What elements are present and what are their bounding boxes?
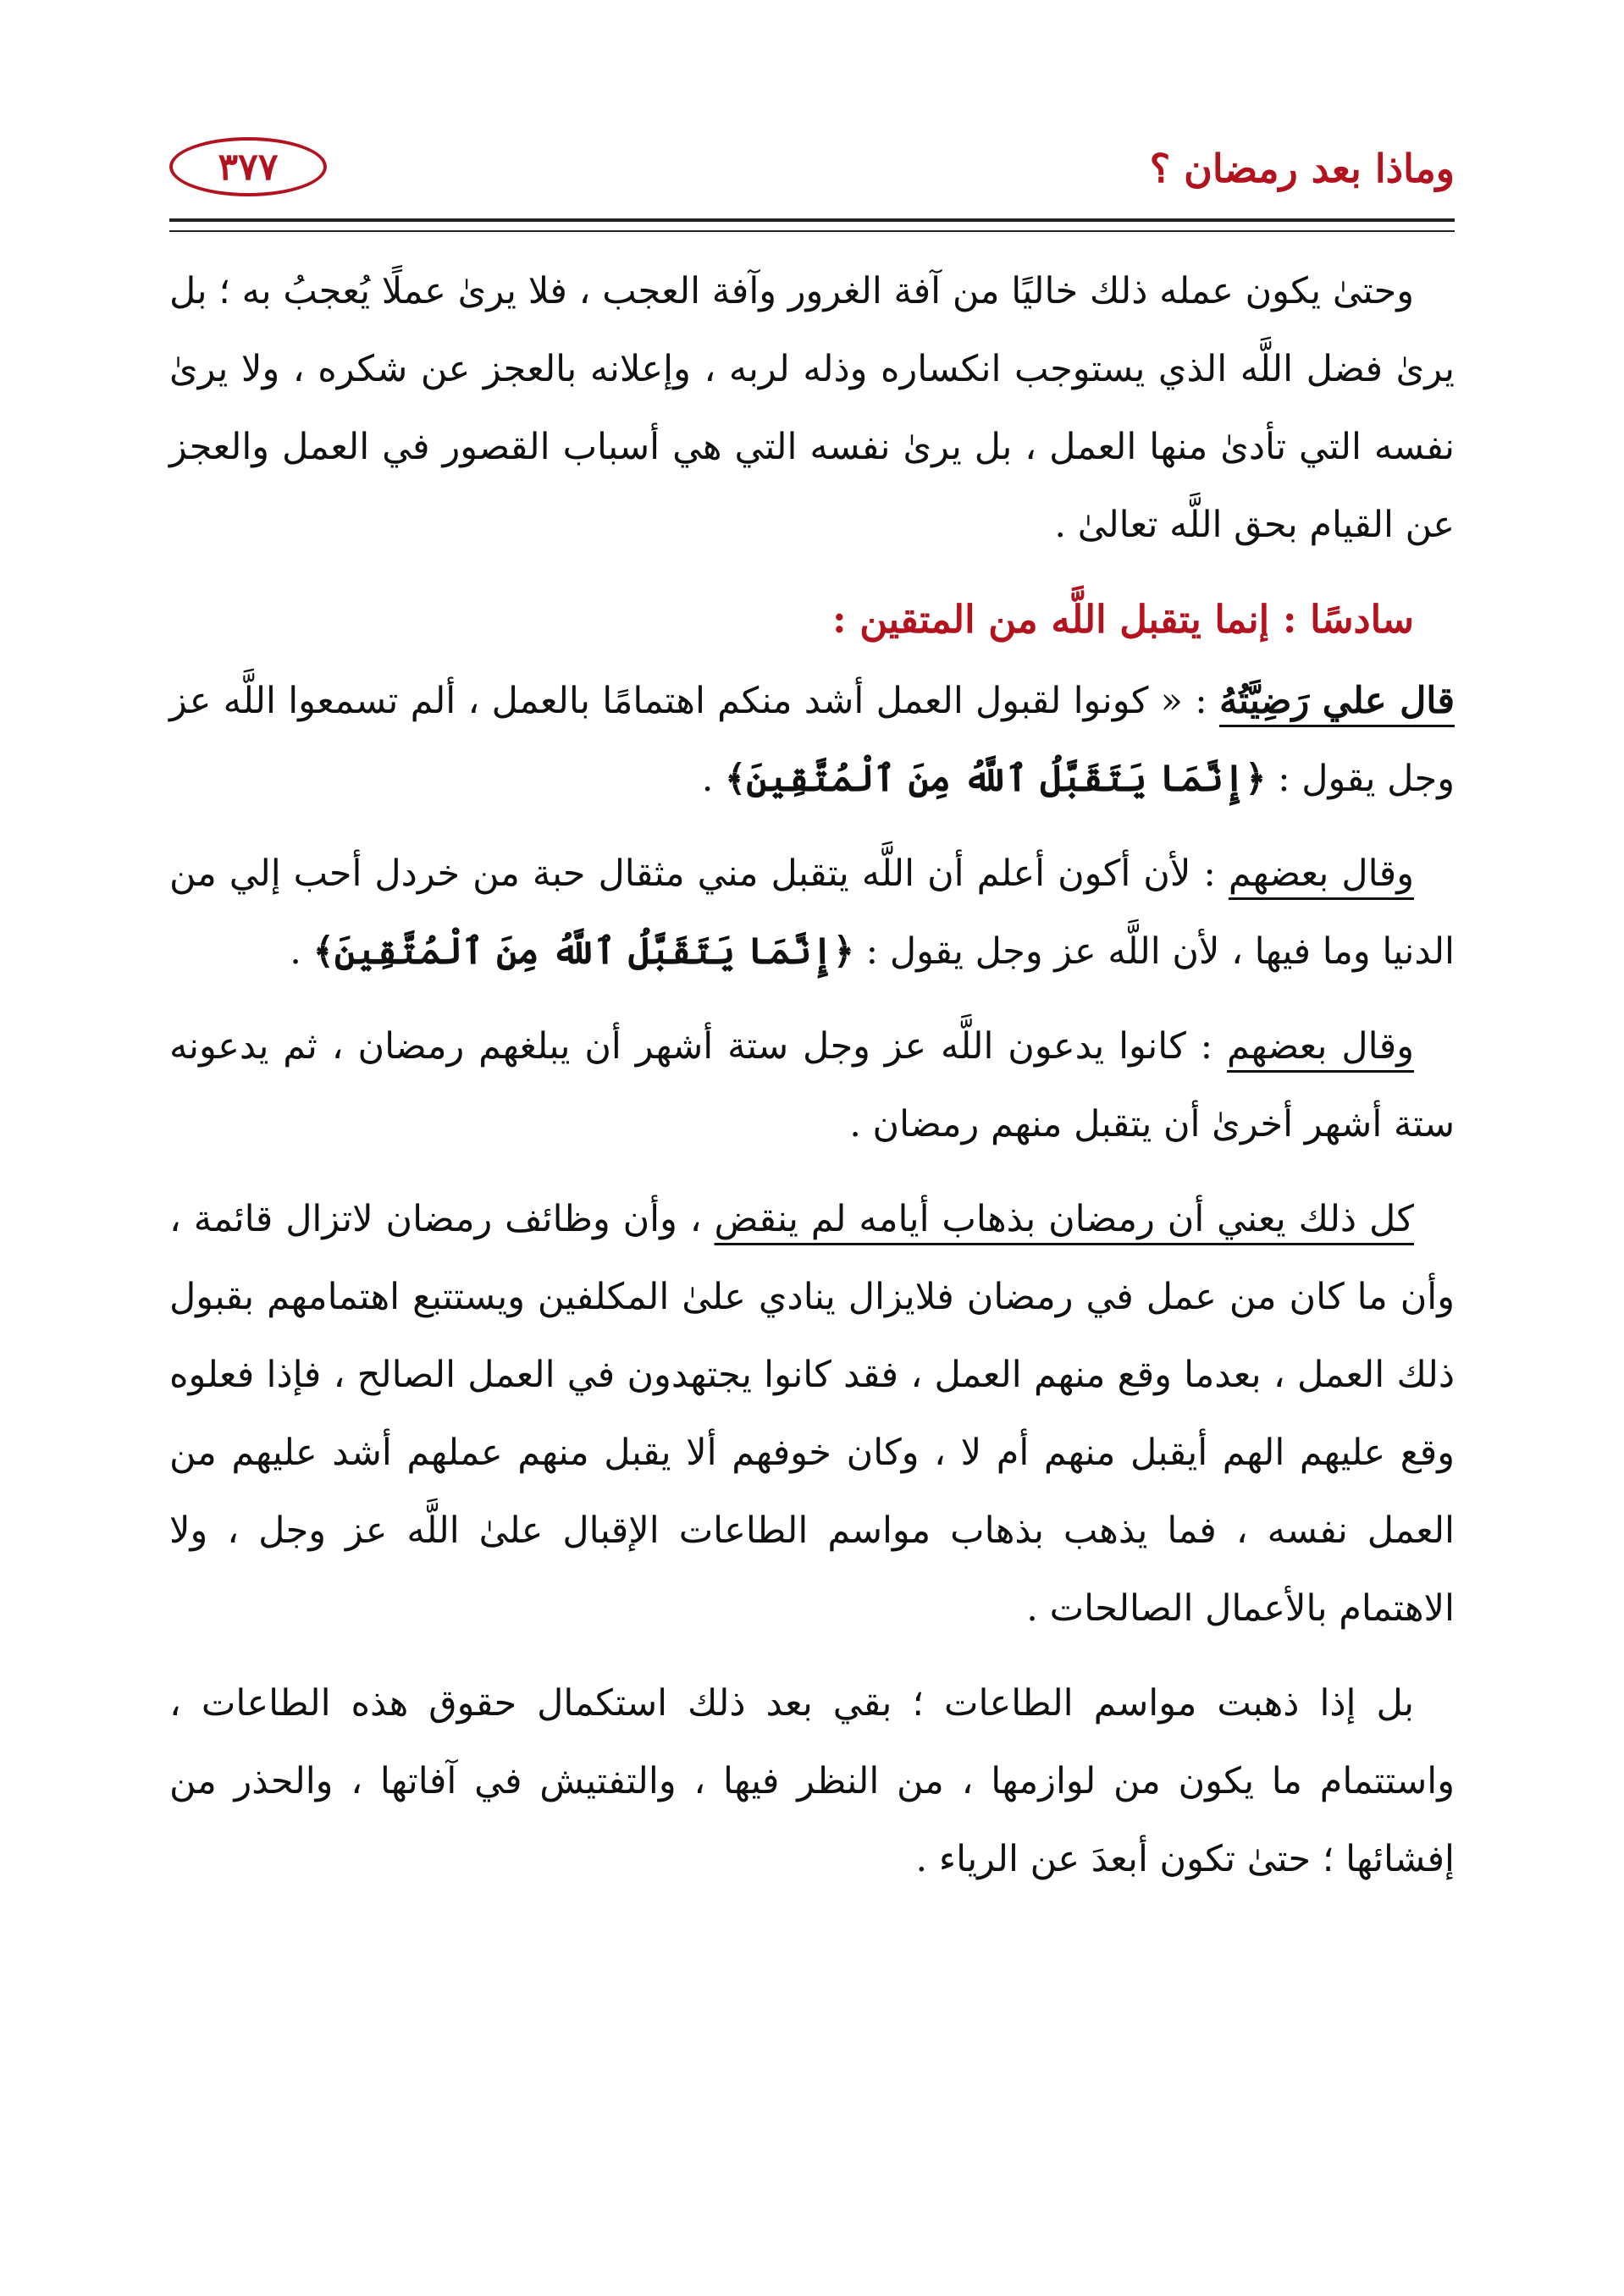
attribution-some: وقال بعضهم: [1228, 853, 1414, 895]
section-heading: سادسًا : إنما يتقبل اللَّه من المتقين :: [831, 597, 1414, 642]
paragraph-3-body: : لأن أكون أعلم أن اللَّه يتقبل مني مثقال حبة من خردل أحب إلي من الدنيا وما فيها ، لأن اللَّه عز وجل يقول :: [169, 853, 1455, 973]
quran-verse: ﴿إِنَّمَا يَتَقَبَّلُ ٱللَّهُ مِنَ ٱلْمُتَّقِينَ﴾: [312, 930, 855, 973]
page-number: ٣٧٧: [169, 137, 327, 196]
attribution-some: وقال بعضهم: [1227, 1025, 1414, 1068]
header-rule-thick: [169, 218, 1455, 222]
page-body: [169, 252, 1455, 1915]
running-title: وماذا بعد رمضان ؟: [1149, 146, 1455, 191]
paragraph-4: [169, 1007, 1455, 1163]
paragraph-4-body: : كانوا يدعون اللَّه عز وجل ستة أشهر أن يبلغهم رمضان ، ثم يدعونه ستة أشهر أخرىٰ أن يتقبل منهم رمضان .: [169, 1025, 1455, 1145]
header-rule-thin: [169, 230, 1455, 232]
paragraph-6: بل إذا ذهبت مواسم الطاعات ؛ بقي بعد ذلك استكمال حقوق هذه الطاعات ، واستتمام ما يكون من لوازمها ، من النظر فيها ، والتفتيش في آفاتها ، والحذر من إفشائها ؛ حتىٰ تكون أبعدَ عن الرياء .: [169, 1682, 1455, 1880]
paragraph-2-end: .: [701, 758, 726, 800]
paragraph-3: [169, 835, 1455, 991]
paragraph-5-body: ، وأن وظائف رمضان لاتزال قائمة ، وأن ما كان من عمل في رمضان فلايزال ينادي علىٰ المكلفين ويستتبع اهتمامهم بقبول ذلك العمل ، بعدما وقع منهم العمل ، فقد كانوا يجتهدون في العمل الصالح ، فإذا فعلوه وقع عليهم الهم أيقبل منهم أم لا ، وكان خوفهم ألا يقبل منهم عملهم أشد عليهم من العمل نفسه ، فما يذهب بذهاب مواسم الطاعات الإقبال علىٰ اللَّه عز وجل ، ولا الاهتمام بالأعمال الصالحات .: [169, 1198, 1455, 1630]
paragraph-3-end: .: [290, 930, 313, 973]
attribution-ali: قال علي رَضِيَّتُهُ: [1218, 680, 1455, 722]
quran-verse: ﴿إِنَّمَا يَتَقَبَّلُ ٱللَّهُ مِنَ ٱلْمُتَّقِينَ﴾: [725, 758, 1267, 800]
paragraph-2-body: : « كونوا لقبول العمل أشد منكم اهتمامًا بالعمل ، ألم تسمعوا اللَّه عز وجل يقول :: [169, 680, 1455, 800]
paragraph-2: [169, 662, 1455, 818]
paragraph-1: وحتىٰ يكون عمله ذلك خاليًا من آفة الغرور وآفة العجب ، فلا يرىٰ عملًا يُعجبُ به ؛ بل يرىٰ فضل اللَّه الذي يستوجب انكساره وذله لربه ، وإعلانه بالعجز عن شكره ، ولا يرىٰ نفسه التي تأدىٰ منها العمل ، بل يرىٰ نفسه التي هي أسباب القصور في العمل والعجز عن القيام بحق اللَّه تعالىٰ .: [169, 270, 1455, 546]
page-header: [169, 127, 1455, 220]
underlined-phrase: كل ذلك يعني أن رمضان بذهاب أيامه لم ينقض: [714, 1198, 1414, 1240]
paragraph-5: [169, 1180, 1455, 1647]
